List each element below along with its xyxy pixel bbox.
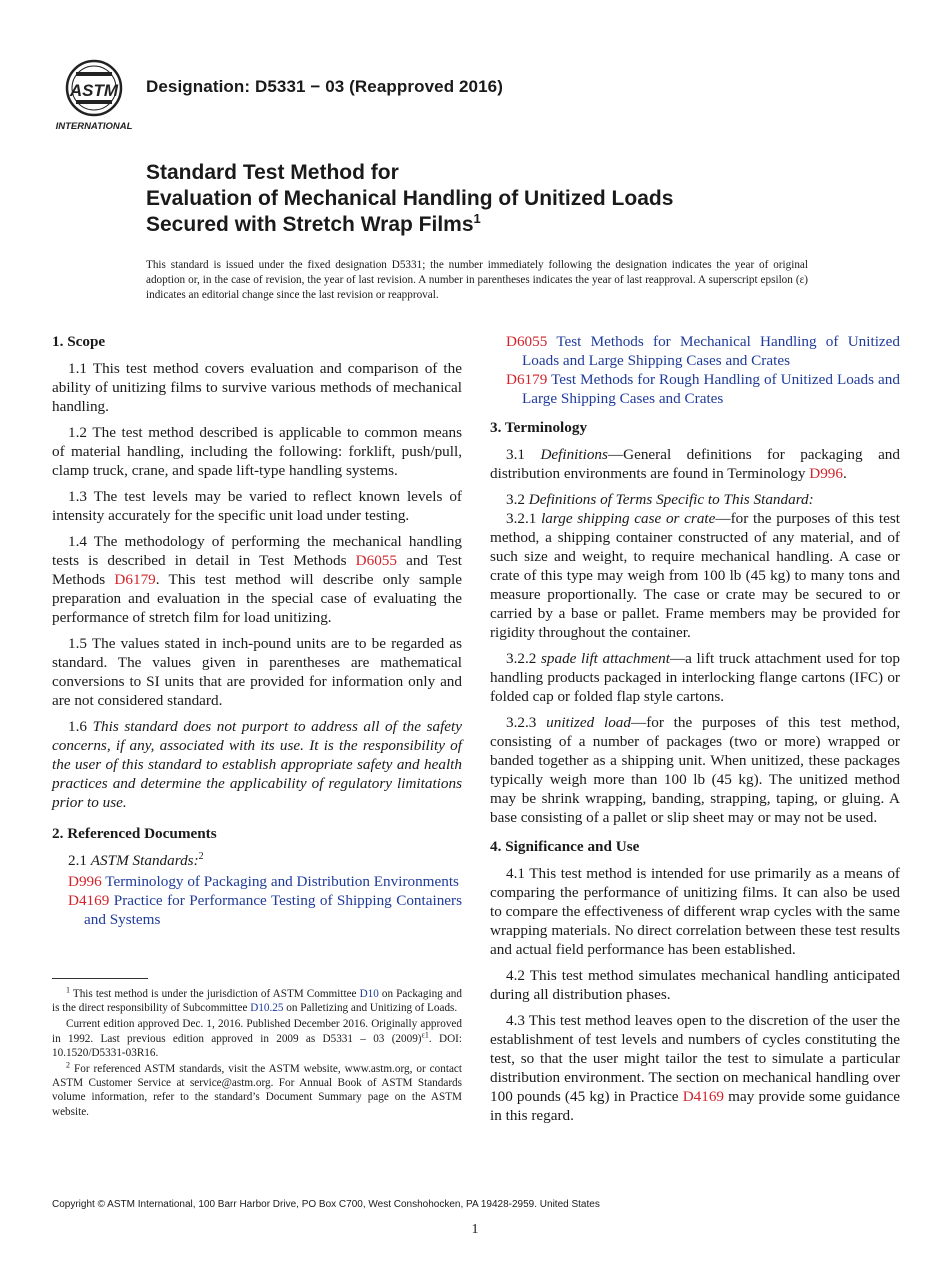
paragraph-3-2-2: 3.2.2 spade lift attachment—a lift truck attachment used for top handling products packaged in interlocking flange cartons (IFC) or folded cap or folded flap style cartons. xyxy=(490,650,901,705)
page-number: 1 xyxy=(471,1222,479,1237)
section-heading-referenced-documents: 2. Referenced Documents xyxy=(52,825,217,842)
paragraph-4-3: 4.3 This test method leaves open to the discretion of the user the establishment of test levels and numbers of cycles constituting the test, so that the user might tailor the test to simulate a particular distribution environment. The section on mechanical handling over 100 pounds (45 kg) in Practice D4169 may provide some guidance in this regard. xyxy=(490,1012,900,1124)
reference-link-d996[interactable]: D996 xyxy=(809,465,843,482)
title-footnote-mark: 1 xyxy=(473,211,481,226)
document-title xyxy=(146,160,846,238)
title-line-3: Secured with Stretch Wrap Films$^1$ xyxy=(146,211,481,236)
footnote-1-edition: Current edition approved Dec. 1, 2016. Published December 2016. Originally approved in 1992. Last previous edition approved in 2009 as D5331 – 03 $(2009)^{\varepsilon 1}$. DOI: 10.1520/D5331-03R16. xyxy=(52,1018,462,1059)
section-heading-significance: 4. Significance and Use xyxy=(490,838,640,855)
reference-link-d6179[interactable]: D6179 xyxy=(114,571,156,588)
reference-item-d996[interactable]: D996 Terminology of Packaging and Distribution Environments xyxy=(68,873,459,890)
title-line-2: Evaluation of Mechanical Handling of Unitized Loads xyxy=(146,187,674,210)
logo-international: INTERNATIONAL xyxy=(55,121,133,132)
reference-link-d4169[interactable]: D4169 xyxy=(682,1088,725,1105)
reference-item-d6055[interactable]: D6055 Test Methods for Mechanical Handling of Unitized Loads and Large Shipping Cases and Crates xyxy=(506,333,900,369)
footnotes xyxy=(52,987,462,1121)
footnote-2: $^2$ For referenced ASTM standards, visit the ASTM website, www.astm.org, or contact ASTM Customer Service at service@astm.org. For Annual Book of ASTM Standards volume information, refer to the standard’s Document Summary page on the ASTM website. xyxy=(52,1060,462,1118)
left-column xyxy=(52,332,462,936)
astm-logo xyxy=(52,58,136,132)
committee-link-d10[interactable]: D10 xyxy=(359,988,379,1000)
subcommittee-link-d10-25[interactable]: D10.25 xyxy=(250,1002,284,1015)
paragraph-3-2-3: 3.2.3 unitized load—for the purposes of this test method, consisting of a number of packages (two or more) wrapped or banded together as a shipping unit. When unitized, these packages typically weigh more than 100 lb (45 kg). The unitized method may be shrink wrapping, banding, strapping, taping, or gluing. A base consisting of a pallet or slip sheet may or may not be used. xyxy=(490,714,901,826)
paragraph-1-1: 1.1 This test method covers evaluation and comparison of the ability of unitizing films to survive various methods of mechanical handling. xyxy=(52,360,462,415)
footnote-divider xyxy=(52,978,148,979)
paragraph-3-1: 3.1 Definitions—General definitions for packaging and distribution environments are found in Terminology D996. xyxy=(490,446,900,482)
designation: Designation: D5331 − 03 (Reapproved 2016) xyxy=(146,77,503,96)
paragraph-1-4: 1.4 The methodology of performing the mechanical handling tests is described in detail in Test Methods D6055 and Test Methods D6179. This test method will describe only sample preparation and evaluation in the special case of evaluating the performance of stretch film for load unitizing. xyxy=(52,533,462,626)
logo-wordmark: ASTM xyxy=(69,81,119,100)
paragraph-3-2-1: 3.2.1 large shipping case or crate—for the purposes of this test method, a shipping container constructed of any material, and of such size and weight, to require mechanical handling. A case or crate of this type may weigh from 100 lb (45 kg) to many tons and measure proportionally. The case or crate may be secured to or carried by a base or pallet. Frame members may be provided for rigidity throughout the container. xyxy=(490,510,900,641)
paragraph-2-1: 2.1 ASTM Standards:$^2$ xyxy=(68,850,204,869)
issuance-statement: This standard is issued under the fixed designation D5331; the number immediately following the designation indicates the year of original adoption or, in the case of revision, the year of last revision. A number in parentheses indicates the year of last reapproval. A superscript epsilon (ε) indicates an editorial change since the last revision or reapproval. xyxy=(146,259,808,301)
reference-link-d6055[interactable]: D6055 xyxy=(355,552,397,569)
paragraph-3-2: 3.2 Definitions of Terms Specific to This Standard: xyxy=(506,491,814,508)
paragraph-1-5: 1.5 The values stated in inch-pound units are to be regarded as standard. The values given in parentheses are mathematical conversions to SI units that are provided for information only and are not considered standard. xyxy=(52,635,462,709)
reference-item-d6179[interactable]: D6179 Test Methods for Rough Handling of Unitized Loads and Large Shipping Cases and Crates xyxy=(506,371,900,407)
section-heading-scope: 1. Scope xyxy=(52,333,106,350)
right-column xyxy=(490,332,900,1132)
paragraph-1-3: 1.3 The test levels may be varied to reflect known levels of intensity accurately for the specific unit load under testing. xyxy=(52,488,462,524)
footnote-1: $^1$ This test method is under the jurisdiction of ASTM Committee D10 on Packaging and is the direct responsibility of Subcommittee D10.25 on Palletizing and Unitizing of Loads. xyxy=(52,985,462,1015)
paragraph-1-2: 1.2 The test method described is applicable to common means of material handling, including the following: forklift, push/pull, clamp truck, crane, and spade lift-type handling systems. xyxy=(52,424,462,479)
section-heading-terminology: 3. Terminology xyxy=(490,419,588,436)
paragraph-1-6: 1.6 This standard does not purport to address all of the safety concerns, if any, associated with its use. It is the responsibility of the user of this standard to establish appropriate safety and health practices and determine the applicability of regulatory limitations prior to use. xyxy=(52,718,463,811)
paragraph-4-1: 4.1 This test method is intended for use primarily as a means of comparing the performance of unitizing films. It can also be used to compare the effectiveness of different wrap cycles with the same wrapping materials. No direct correlation between these test results and actual field performance has been established. xyxy=(490,865,900,958)
copyright-notice: Copyright © ASTM International, 100 Barr Harbor Drive, PO Box C700, West Conshohocken, PA 19428-2959. United States xyxy=(52,1199,600,1210)
reference-item-d4169[interactable]: D4169 Practice for Performance Testing of Shipping Containers and Systems xyxy=(68,892,462,928)
title-line-1: Standard Test Method for xyxy=(146,161,399,184)
paragraph-4-2: 4.2 This test method simulates mechanical handling anticipated during all distribution phases. xyxy=(490,967,900,1003)
